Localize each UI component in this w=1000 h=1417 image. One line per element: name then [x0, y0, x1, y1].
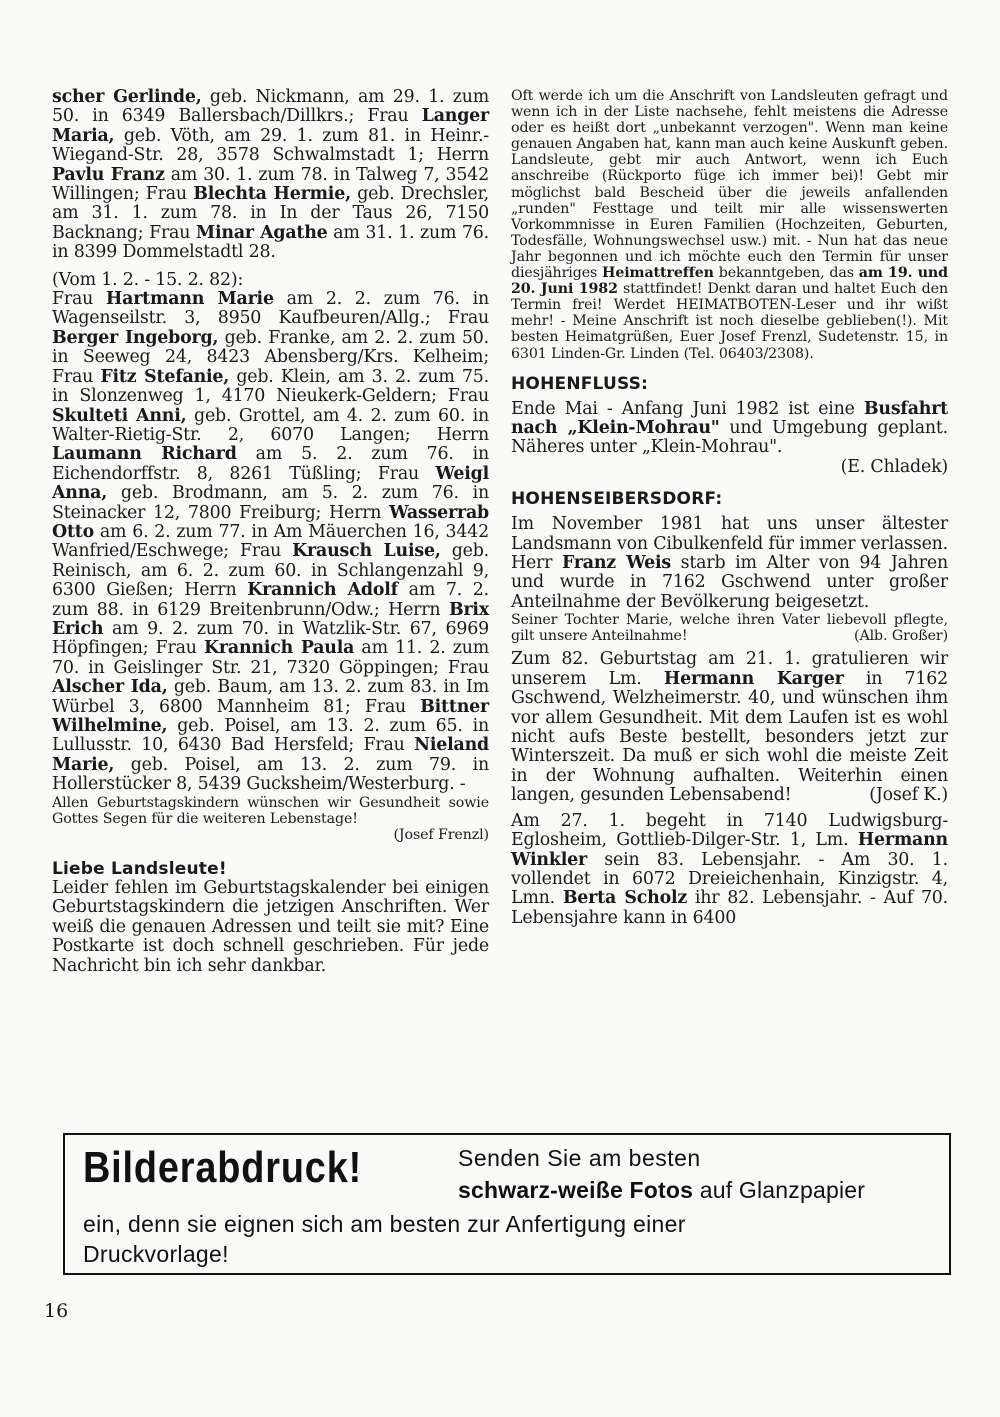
hohenfluss-signature: (E. Chladek): [840, 456, 948, 477]
tochter-note: Seiner Tochter Marie, welche ihren Vater liebevoll pflegte, gilt unsere Anteilnahme! (Alb. Großer): [511, 612, 948, 645]
november-obituary: Im November 1981 hat uns unser ältester Landsmann von Cibulkenfeld für immer verlassen. Herr Franz Weis starb im Alter von 94 Jahren und wurde in 7162 Gschwend unter großer Anteilnahme der Bevölkerung beigesetzt.: [511, 514, 948, 612]
hohenseibersdorf-heading: HOHENSEIBERSDORF:: [511, 489, 723, 510]
liebe-landsleute-heading: Liebe Landsleute!: [52, 858, 227, 879]
right-column: [511, 88, 948, 928]
page-number: 16: [44, 1300, 69, 1322]
bilderabdruck-ad-box: [63, 1133, 951, 1275]
wishes-signature: (Josef Frenzl): [393, 826, 489, 843]
birthday-wishes: Allen Geburtstagskindern wünschen wir Gesundheit sowie Gottes Segen für die weiteren Lebenstage! (Josef Frenzl): [52, 794, 489, 843]
ad-line-2: schwarz-weiße Fotos auf Glanzpapier: [458, 1177, 866, 1203]
karger-birthday: Zum 82. Geburtstag am 21. 1. gratulieren wir unserem Lm. Hermann Karger in 7162 Gschwend, Welzheimerstr. 40, und wünschen ihm vor allem Gesundheit. Mit dem Laufen ist es wohl nicht aufs Beste bestellt, besonders jetzt zur Winterszeit. Da muß er sich wohl die meiste Zeit in der Wohnung aufhalten. Weiterhin einen langen, gesunden Lebensabend! (Josef K.): [511, 649, 948, 806]
birthday-list-part2: Frau Hartmann Marie am 2. 2. zum 76. in Wagenseilstr. 3, 8950 Kaufbeuren/Allg.; Frau Berger Ingeborg, geb. Franke, am 2. 2. zum 50. in Seeweg 24, 8423 Abensberg/Krs. Kelheim; Frau Fitz Stefanie, geb. Klein, am 3. 2. zum 75. in Slonzenweg 1, 4170 Nieukerk-Geldern; Frau Skulteti Anni, geb. Grottel, am 4. 2. zum 60. in Walter-Rietig-Str. 2, 6070 Langen; Herrn Laumann Richard am 5. 2. zum 76. in Eichendorffstr. 8, 8261 Tüßling; Frau Weigl Anna, geb. Brodmann, am 5. 2. zum 76. in Steinacker 12, 7800 Freiburg; Herrn Wasserrab Otto am 6. 2. zum 77. in Am Mäuerchen 16, 3442 Wanfried/Eschwege; Frau Krausch Luise, geb. Reinisch, am 6. 2. zum 60. in Schlangenzahl 9, 6300 Gießen; Herrn Krannich Adolf am 7. 2. zum 88. in 6129 Breitenbrunn/Odw.; Herrn Brix Erich am 9. 2. zum 70. in Watzlik-Str. 67, 6969 Höpfingen; Frau Krannich Paula am 11. 2. zum 70. in Geislinger Str. 21, 7320 Göppingen; Frau Alscher Ida, geb. Baum, am 13. 2. zum 83. in Im Würbel 3, 6800 Mannheim 81; Frau Bittner Wilhelmine, geb. Poisel, am 13. 2. zum 65. in Lullusstr. 10, 6430 Bad Hersfeld; Frau Nieland Marie, geb. Poisel, am 13. 2. zum 79. in Hollerstücker 8, 5439 Gucksheim/Westerburg. -: [52, 289, 490, 795]
hohenfluss-heading: HOHENFLUSS:: [511, 373, 649, 394]
hohenfluss-text: Ende Mai - Anfang Juni 1982 ist eine Busfahrt nach „Klein-Mohrau" und Umgebung geplant. Näheres unter „Klein-Mohrau". (E. Chladek): [511, 398, 948, 477]
ad-title: Bilderabdruck!: [83, 1143, 363, 1192]
liebe-landsleute-text: Leider fehlen im Geburtstagskalender bei einigen Geburtstagskindern die jetzigen Anschriften. Wer weiß die genauen Adressen und teilt sie mit? Eine Postkarte ist doch schnell geschrieben. Für jede Nachricht bin ich sehr dankbar.: [52, 877, 489, 976]
left-column: [52, 88, 489, 976]
winkler-birthday: Am 27. 1. begeht in 7140 Ludwigsburg-Eglosheim, Gottlieb-Dilger-Str. 1, Lm. Hermann Winkler sein 83. Lebensjahr. - Am 30. 1. vollendet in 6072 Dreieichenhain, Kinzigstr. 4, Lmn. Berta Scholz ihr 82. Lebensjahr. - Auf 70. Lebensjahre kann in 6400: [511, 810, 948, 928]
ad-line-4: Druckvorlage!: [83, 1241, 229, 1267]
ad-line-3: ein, denn sie eignen sich am besten zur Anfertigung einer: [83, 1211, 686, 1237]
period-heading: (Vom 1. 2. - 15. 2. 82):: [52, 269, 244, 290]
karger-signature: (Josef K.): [869, 785, 948, 806]
birthday-list-part1: scher Gerlinde, geb. Nickmann, am 29. 1. zum 50. in 6349 Ballersbach/Dillkrs.; Frau Langer Maria, geb. Vöth, am 29. 1. zum 81. in Heinr.-Wiegand-Str. 28, 3578 Schwalmstadt 1; Herrn Pavlu Franz am 30. 1. zum 78. in Talweg 7, 3542 Willingen; Frau Blechta Hermie, geb. Drechsler, am 31. 1. zum 78. in In der Taus 26, 7150 Backnang; Frau Minar Agathe am 31. 1. zum 76. in 8399 Dommelstadtl 28.: [52, 87, 489, 263]
heimattreffen-notice: Oft werde ich um die Anschrift von Landsleuten gefragt und wenn ich in der Liste nachsehe, fehlt meistens die Adresse oder es heißt dort „unbekannt verzogen". Wenn man keine genauen Angaben hat, kann man auch keine Auskunft geben. Landsleute, gebt mir auch Antwort, wenn ich Euch anschreibe (Rückporto füge ich immer bei)! Gebt mir möglichst bald Bescheid über die jeweils anfallenden „runden" Festtage und teilt mir alle wissenswerten Vorkommnisse in Euren Familien (Hochzeiten, Geburten, Todesfälle, Wohnungswechsel usw.) mit. - Nun hat das neue Jahr begonnen und ich möchte euch den Termin für unser diesjähriges Heimattreffen bekanntgeben, das am 19. und 20. Juni 1982 stattfindet! Denkt daran und haltet Euch den Termin frei! Werdet HEIMATBOTEN-Leser und ihr wißt mehr! - Meine Anschrift ist noch dieselbe geblieben(!). Mit besten Heimatgrüßen, Euer Josef Frenzl, Sudetenstr. 15, in 6301 Linden-Gr. Linden (Tel. 06403/2308).: [511, 88, 948, 362]
tochter-signature: (Alb. Großer): [854, 628, 948, 645]
ad-line-1: Senden Sie am besten: [458, 1145, 701, 1171]
